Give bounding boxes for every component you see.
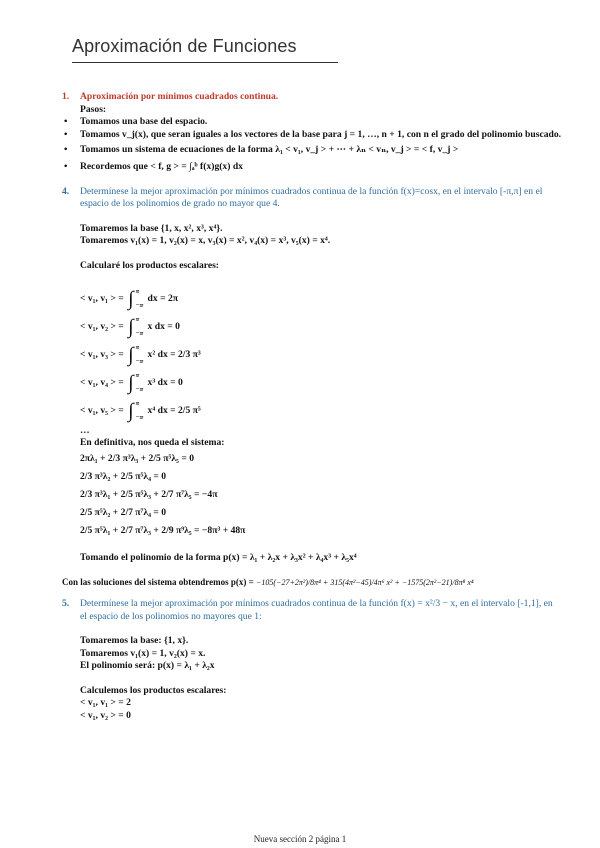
step-4: • Recordemos que < f, g > = ∫ₐᵇ f(x)g(x) dx bbox=[62, 161, 562, 174]
scalar-products-label-5: Calculemos los productos escalares: bbox=[80, 684, 227, 696]
integral-row: < v₁, v₃ > = ∫ π −π x² dx = 2/3 π³ bbox=[80, 343, 201, 366]
pasos-label: Pasos: bbox=[80, 103, 107, 115]
integral-sign-icon: ∫ bbox=[128, 287, 134, 310]
scalar-products-label: Calcularé los productos escalares: bbox=[80, 259, 220, 271]
section-1 bbox=[62, 91, 562, 104]
integral-row: < v₁, v₁ > = ∫ π −π dx = 2π bbox=[80, 287, 178, 310]
integral-list bbox=[80, 285, 562, 425]
integral-sign-icon: ∫ bbox=[128, 343, 134, 366]
polynomial-form: Tomando el polinomio de la forma p(x) = λ₁ + λ₂x + λ₃x² + λ₄x³ + λ₅x⁴ bbox=[80, 551, 357, 563]
section-5-number: 5. bbox=[62, 597, 70, 609]
integral-sign-icon: ∫ bbox=[128, 315, 134, 338]
vectors-statement: Tomaremos v₁(x) = 1, v₂(x) = x, v₃(x) = x², v₄(x) = x³, v₅(x) = x⁴. bbox=[80, 235, 331, 247]
section-5 bbox=[62, 598, 562, 623]
section-1-number: 1. bbox=[62, 91, 70, 102]
section-1-heading: Aproximación por mínimos cuadrados continua. bbox=[80, 91, 279, 102]
equation: 2/5 π⁵λ₂ + 2/7 π⁷λ₄ = 0 bbox=[80, 506, 167, 518]
section-4-number: 4. bbox=[62, 185, 70, 197]
integral-sign-icon: ∫ bbox=[128, 399, 134, 422]
section-4 bbox=[62, 186, 562, 211]
section-5-heading: Determínese la mejor aproximación por mínimos cuadrados continua de la función f(x) = x²/3 − x, en el intervalo [-1,1], en el espacio de los polinomios no mayores que 1: bbox=[80, 597, 553, 622]
system-label: En definitiva, nos queda el sistema: bbox=[80, 437, 225, 449]
section-4-heading: Determínese la mejor aproximación por mínimos cuadrados continua de la función f(x)=cosx, en el intervalo [-π,π] en el espacio de los polinomios de grado no mayor que 4. bbox=[80, 185, 543, 210]
title-rule bbox=[72, 62, 338, 63]
step-1: • Tomamos una base del espacio. bbox=[62, 116, 562, 129]
integral-row: < v₁, v₂ > = ∫ π −π x dx = 0 bbox=[80, 315, 180, 338]
equation: 2πλ₁ + 2/3 π³λ₃ + 2/5 π⁵λ₅ = 0 bbox=[80, 452, 194, 464]
step-3: • Tomamos un sistema de ecuaciones de la forma λ₁ < v₁, v_j > + ⋯ + λₙ < vₙ, v_j > = < f, v_j > bbox=[62, 144, 562, 157]
integral-sign-icon: ∫ bbox=[128, 371, 134, 394]
solution-expression: −105(−27+2π²)/8π⁴ + 315(4π²−45)/4π⁶ x² + −1575(2π²−21)/8π⁸ x⁴ bbox=[255, 578, 474, 588]
base-statement: Tomaremos la base {1, x, x², x³, x⁴}. bbox=[80, 222, 223, 234]
equation: 2/5 π⁵λ₁ + 2/7 π⁷λ₃ + 2/9 π⁹λ₅ = −8π³ + 48π bbox=[80, 524, 246, 536]
vectors-statement-5: Tomaremos v₁(x) = 1, v₂(x) = x. bbox=[80, 647, 206, 659]
ellipsis: … bbox=[80, 424, 90, 436]
polynomial-statement-5: El polinomio será: p(x) = λ₁ + λ₂x bbox=[80, 660, 215, 672]
content bbox=[62, 91, 562, 723]
page-title: Aproximación de Funciones bbox=[72, 36, 297, 56]
equation: 2/3 π³λ₁ + 2/5 π⁵λ₃ + 2/7 π⁷λ₅ = −4π bbox=[80, 488, 218, 500]
step-2: • Tomamos v_j(x), que seran iguales a los vectores de la base para j = 1, …, n + 1, con n el grado del polinomio buscado. bbox=[62, 129, 562, 142]
integral-row: < v₁, v₄ > = ∫ π −π x³ dx = 0 bbox=[80, 371, 183, 394]
scalar-product-2: < v₁, v₂ > = 0 bbox=[80, 710, 131, 722]
scalar-product-1: < v₁, v₁ > = 2 bbox=[80, 697, 131, 709]
equation: 2/3 π³λ₂ + 2/5 π⁵λ₄ = 0 bbox=[80, 470, 167, 482]
equation-system bbox=[80, 450, 562, 540]
solution-line: Con las soluciones del sistema obtendremos p(x) = −105(−27+2π²)/8π⁴ + 315(4π²−45)/4π⁶ x² + −1575(2π²−21)/8π⁸ x⁴ bbox=[62, 577, 474, 588]
integral-row: < v₁, v₅ > = ∫ π −π x⁴ dx = 2/5 π⁵ bbox=[80, 399, 201, 422]
page-footer: Nueva sección 2 página 1 bbox=[253, 834, 347, 844]
base-statement-5: Tomaremos la base: {1, x}. bbox=[80, 635, 189, 647]
